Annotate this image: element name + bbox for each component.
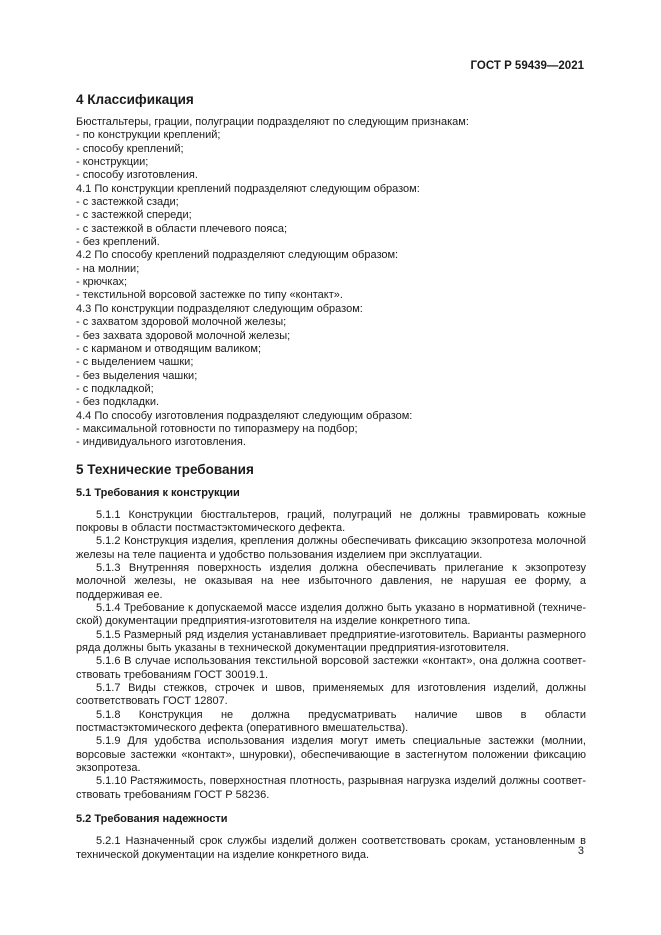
standard-header: ГОСТ Р 59439—2021	[470, 60, 584, 72]
clause-4-4: 4.4 По способу изготовления подразделяют следующим образом:	[76, 409, 413, 422]
subsection-5-2-title: 5.2 Требования надежности	[76, 813, 228, 826]
document-body	[76, 92, 586, 862]
list-item: - без захвата здоровой молочной железы;	[76, 329, 291, 342]
clause-5-1-5: 5.1.5 Размерный ряд изделия устанавливает предприятие-изготовитель. Варианты размерного ряда должны быть указаны в технической документации предприятия-изготовителя.	[76, 628, 586, 655]
clause-5-1-3: 5.1.3 Внутренняя поверхность изделия должна обеспечивать прилегание к экзопротезу молочной железы, не оказывая на нее избыточного давления, не нарушая ее форму, а поддерживая ее.	[76, 561, 586, 601]
list-item: - с подкладкой;	[76, 382, 154, 395]
list-item: - максимальной готовности по типоразмеру на подбор;	[76, 422, 358, 435]
clause-5-1-10: 5.1.10 Растяжимость, поверхностная плотность, разрывная нагрузка изделий должны соответствовать требованиям ГОСТ Р 58236.	[76, 775, 586, 801]
list-item: - с застежкой спереди;	[76, 209, 192, 222]
clause-4-3: 4.3 По конструкции подразделяют следующим образом:	[76, 302, 363, 315]
clause-4-1: 4.1 По конструкции креплений подразделяют следующим образом:	[76, 182, 420, 195]
list-item: - по конструкции креплений;	[76, 129, 221, 142]
list-item: - без подкладки.	[76, 396, 160, 409]
page-number: 3	[577, 845, 584, 857]
list-item: - без выделения чашки;	[76, 369, 198, 382]
list-item: - без креплений.	[76, 236, 160, 249]
section-4-intro: Бюстгальтеры, грации, полуграции подразделяют по следующим признакам:	[76, 116, 469, 128]
clause-5-1-7: 5.1.7 Виды стежков, строчек и швов, применяемых для изготовления изделий, должны соответствовать ГОСТ 12807.	[76, 682, 586, 708]
section-4-title: 4 Классификация	[76, 92, 194, 107]
clause-4-2: 4.2 По способу креплений подразделяют следующим образом:	[76, 249, 399, 262]
clause-5-2-1: 5.2.1 Назначенный срок службы изделий должен соответствовать срокам, установленным в технической документации на изделие конкретного вида.	[76, 835, 586, 861]
list-item: - на молнии;	[76, 262, 140, 275]
section-5-title: 5 Технические требования	[76, 461, 254, 477]
clause-5-1-9: 5.1.9 Для удобства использования изделия могут иметь специальные застежки (молнии, ворсовые застежки «контакт», шнуровки), обеспечивающие в застегнутом положении фиксацию экзопротеза.	[76, 735, 586, 775]
list-item: - с карманом и отводящим валиком;	[76, 342, 262, 355]
list-item: - крючках;	[76, 276, 128, 289]
list-item: - способу изготовления.	[76, 169, 198, 182]
clause-5-1-8: 5.1.8 Конструкция не должна предусматривать наличие швов в области постмастэктомического дефекта (оперативного вмешательства).	[76, 708, 586, 735]
list-item: - с застежкой сзади;	[76, 196, 179, 209]
clause-5-1-1: 5.1.1 Конструкции бюстгальтеров, граций, полуграций не должны травмировать кожные покровы в области постмастэктомического дефекта.	[76, 508, 586, 534]
list-item: - с захватом здоровой молочной железы;	[76, 316, 287, 329]
list-item: - способу креплений;	[76, 142, 184, 155]
clause-5-1-4: 5.1.4 Требование к допускаемой массе изделия должно быть указано в нормативной (технической) документации предприятия-изготовителя на изделие конкретного типа.	[76, 602, 586, 628]
list-item: - с застежкой в области плечевого пояса;	[76, 222, 288, 235]
list-item: - конструкции;	[76, 156, 149, 169]
clause-5-1-6: 5.1.6 В случае использования текстильной ворсовой застежки «контакт», она должна соответствовать требованиям ГОСТ 30019.1.	[76, 655, 586, 681]
clause-5-1-2: 5.1.2 Конструкция изделия, крепления должны обеспечивать фиксацию экзопротеза молочной железы на теле пациента и удобство пользования изделием при эксплуатации.	[76, 535, 586, 561]
subsection-5-1-title: 5.1 Требования к конструкции	[76, 486, 240, 499]
list-item: - с выделением чашки;	[76, 356, 194, 369]
list-item: - индивидуального изготовления.	[76, 436, 246, 449]
list-item: - текстильной ворсовой застежке по типу «контакт».	[76, 289, 343, 302]
